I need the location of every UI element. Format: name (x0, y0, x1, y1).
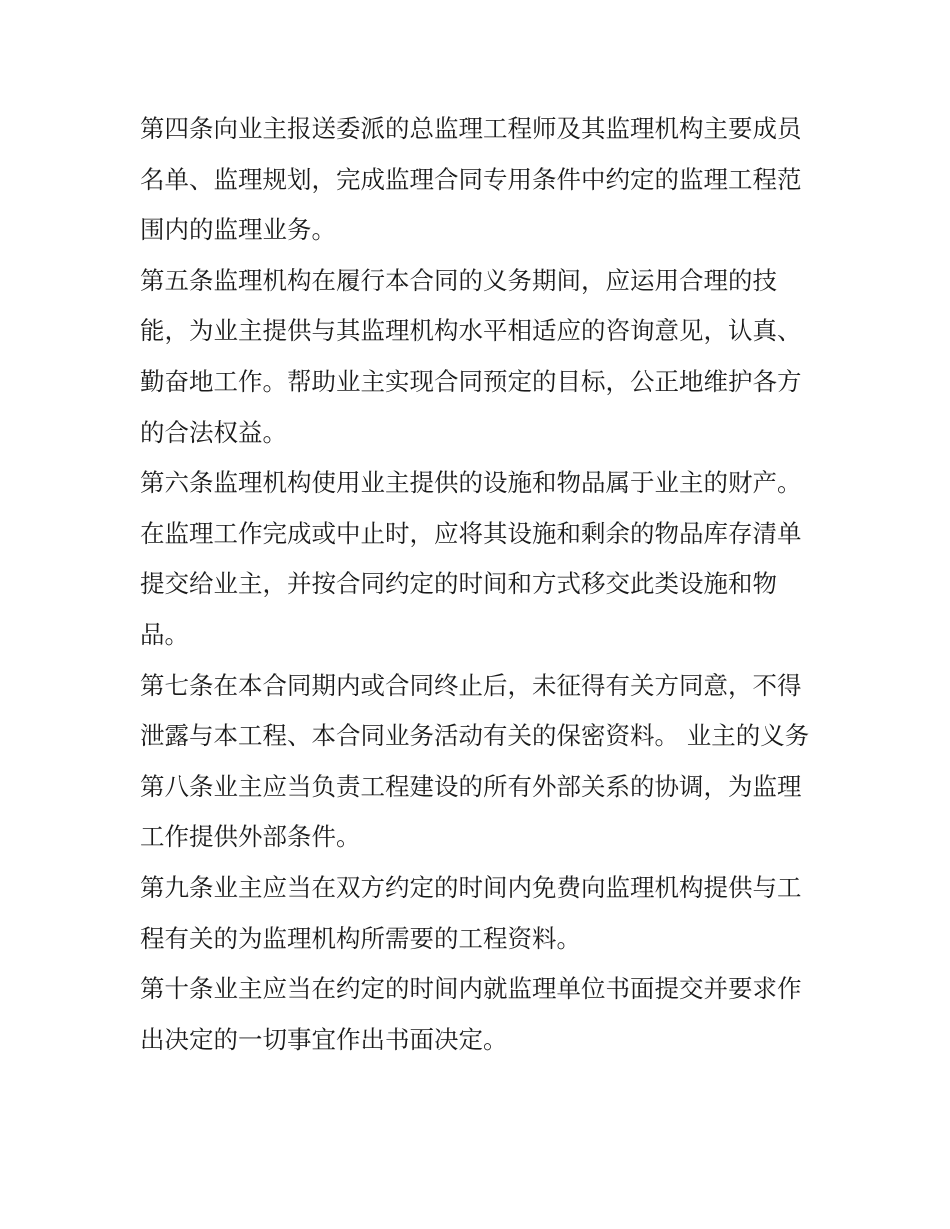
article-6-paragraph: 第六条监理机构使用业主提供的设施和物品属于业主的财产。在监理工作完成或中止时，应将其设施和剩余的物品库存清单提交给业主，并按合同约定的时间和方式移交此类设施和物品。 (140, 468, 802, 649)
article-5-paragraph: 第五条监理机构在履行本合同的义务期间，应运用合理的技能，为业主提供与其监理机构水平相适应的咨询意见，认真、勤奋地工作。帮助业主实现合同预定的目标，公正地维护各方的合法权益。 (140, 265, 802, 447)
article-9-paragraph: 第九条业主应当在双方约定的时间内免费向监理机构提供与工程有关的为监理机构所需要的工程资料。 (140, 872, 802, 953)
article-7-paragraph: 第七条在本合同期内或合同终止后，未征得有关方同意，不得泄露与本工程、本合同业务活动有关的保密资料。 业主的义务 (140, 670, 810, 751)
document-body (140, 104, 820, 1065)
article-10-paragraph: 第十条业主应当在约定的时间内就监理单位书面提交并要求作出决定的一切事宜作出书面决定。 (140, 974, 802, 1054)
article-8-paragraph: 第八条业主应当负责工程建设的所有外部关系的协调，为监理工作提供外部条件。 (140, 771, 802, 852)
article-4-paragraph: 第四条向业主报送委派的总监理工程师及其监理机构主要成员名单、监理规划，完成监理合同专用条件中约定的监理工程范围内的监理业务。 (140, 114, 802, 245)
